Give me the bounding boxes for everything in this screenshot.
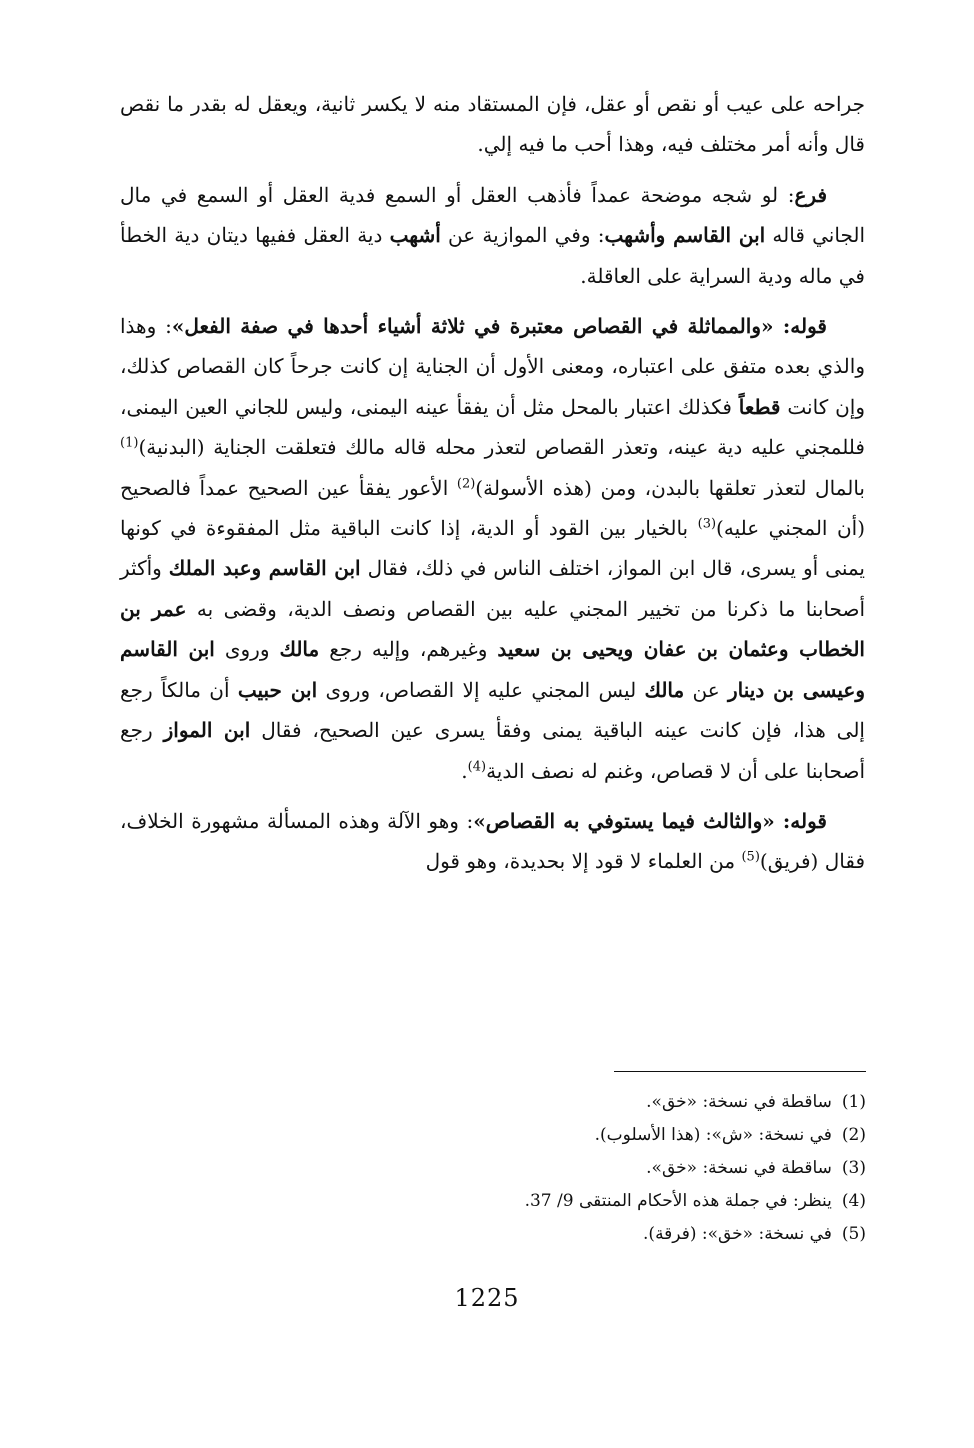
footnote-ref-3: (3)	[697, 516, 717, 532]
footnote-2	[300, 1119, 866, 1152]
footnote-number: (4)	[841, 1191, 866, 1211]
paragraph-4	[120, 801, 865, 882]
emphasis-term: قطعاً	[738, 394, 781, 419]
footnote-ref-1: (1)	[120, 435, 139, 451]
text-segment: : لو شجه موضحة عمداً فأذهب العقل أو السمع فدية العقل أو السمع في مال الجاني قاله	[120, 182, 866, 248]
main-text	[120, 84, 865, 882]
footnote-ref-2: (2)	[456, 476, 476, 491]
scholar-names: ابن القاسم وأشهب	[604, 223, 766, 248]
scholar-names: ابن القاسم وعيسى بن دينار	[120, 637, 865, 702]
paragraph-1-text: جراحه على عيب أو نقص أو عقل، فإن المستقاد منه لا يكسر ثانية، ويعقل له بقدر ما نقص قال وأنه أمر مختلف فيه، وهذا أحب ما فيه إلي.	[120, 92, 865, 157]
text-segment: دية العقل ففيها ديتان دية الخطأ في ماله ودية السراية على العاقلة.	[120, 223, 865, 288]
text-segment: : وهو الآلة وهذه المسألة مشهورة الخلاف، فقال (فريق)	[120, 808, 865, 874]
footnotes	[300, 1086, 866, 1251]
text-segment: الأعور يفقأ عين الصحيح عمداً فالصحيح (أن المجني عليه)	[120, 475, 865, 541]
text-segment: عن	[684, 677, 728, 702]
text-segment: .	[461, 758, 468, 783]
text-segment: أن مالكاً رجع إلى هذا، فإن كانت عينه الباقية يمنى وفقأ يسرى عين الصحيح، فقال	[120, 677, 865, 743]
page-number: 1225	[454, 1284, 520, 1312]
scholar-name: ابن حبيب	[237, 677, 318, 702]
text-segment: وغيرهم، وإليه رجع	[319, 637, 498, 662]
scholar-names: عمر بن الخطاب وعثمان بن عفان ويحيى بن سعيد	[120, 596, 865, 662]
footnote-text: ساقطة في نسخة: «خق».	[646, 1158, 832, 1178]
paragraph-3	[120, 306, 865, 791]
paragraph-1	[120, 84, 865, 165]
footnote-ref-4: (4)	[467, 758, 487, 774]
footnote-5	[300, 1218, 866, 1251]
footnote-text: ساقطة في نسخة: «خق».	[646, 1092, 832, 1112]
scholar-name: مالك	[279, 637, 320, 662]
text-segment: وأكثر أصحابنا ما ذكرنا من تخيير المجني عليه بين القصاص ونصف الدية، وقضى به	[120, 556, 865, 621]
term-far: فرع	[794, 182, 827, 207]
text-segment: : وهذا والذي بعده متفق على اعتباره، ومعنى الأول أن الجناية إن كانت جرحاً كان القصاص كذلك، وإن كانت	[120, 314, 865, 419]
footnote-3	[300, 1152, 866, 1185]
footnote-text: في نسخة: «خق»: (فرقة).	[643, 1224, 832, 1244]
footnote-number: (3)	[841, 1158, 866, 1178]
text-segment: ليس المجني عليه إلا القصاص، وروى	[317, 677, 645, 702]
footnote-4	[300, 1185, 866, 1218]
scholar-name: أشهب	[389, 223, 441, 248]
footnote-number: (1)	[841, 1092, 866, 1112]
footnote-1	[300, 1086, 866, 1119]
footnote-text: ينظر: في جملة هذه الأحكام المنتقى 9/ 37.	[524, 1191, 832, 1211]
text-segment: : وفي الموازية عن	[440, 223, 605, 248]
text-segment: فكذلك اعتبار بالمحل مثل أن يفقأ عينه اليمنى، وليس للجاني العين اليمنى، فللمجني عليه دية عينه، وتعذر القصاص لتعذر محله قاله مالك فتعلقت الجناية (البدنية)	[120, 394, 865, 460]
footnote-number: (2)	[841, 1125, 866, 1145]
scholar-names: ابن القاسم وعبد الملك	[168, 556, 361, 581]
scholar-name: ابن المواز	[163, 718, 251, 743]
quoted-heading: قوله: «والمماثلة في القصاص معتبرة في ثلاثة أشياء أحدها في صفة الفعل»	[171, 314, 827, 339]
scholar-name: مالك	[644, 677, 685, 702]
quoted-heading: قوله: «والثالث فيما يستوفي به القصاص»	[473, 808, 827, 833]
footnote-number: (5)	[841, 1224, 866, 1244]
text-segment: من العلماء لا قود إلا بحديدة، وهو قول	[425, 849, 742, 874]
text-segment: بالمال لتعذر تعلقها بالبدن، ومن (هذه الأسولة)	[475, 475, 865, 500]
footnote-text: في نسخة: «ش»: (هذا الأسلوب).	[594, 1125, 832, 1145]
footnote-divider	[614, 1071, 866, 1072]
text-segment: رجع أصحابنا على أن لا قصاص، وغنم له نصف الدية	[120, 718, 865, 783]
paragraph-2	[120, 175, 865, 296]
text-segment: وروى	[214, 637, 280, 662]
text-segment: بالخيار بين القود أو الدية، إذا كانت الباقية مثل المفقوءة في كونها يمنى أو يسرى، قال ابن المواز، اختلف الناس في ذلك، فقال	[120, 516, 865, 581]
footnote-ref-5: (5)	[741, 849, 760, 865]
